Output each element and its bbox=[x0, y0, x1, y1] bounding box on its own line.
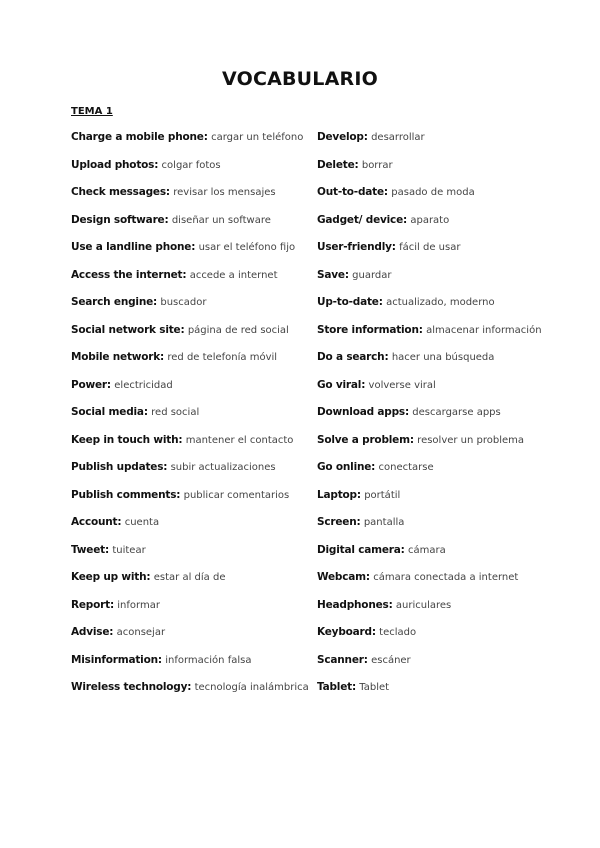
vocab-entry bbox=[317, 624, 587, 652]
vocab-translation: cámara conectada a internet bbox=[373, 572, 519, 583]
vocab-term: Headphones bbox=[317, 598, 389, 611]
vocab-entry bbox=[71, 322, 311, 350]
vocab-separator: : bbox=[409, 433, 414, 446]
vocab-separator: : bbox=[187, 681, 192, 693]
vocab-separator: : bbox=[391, 241, 396, 253]
vocab-term: Tweet bbox=[71, 543, 105, 556]
vocab-separator: : bbox=[104, 543, 109, 556]
vocab-separator: : bbox=[363, 131, 368, 143]
vocab-term: Up-to-date bbox=[317, 296, 379, 308]
vocab-separator: : bbox=[351, 681, 356, 693]
vocab-entry bbox=[71, 377, 311, 405]
vocab-translation: informar bbox=[117, 599, 160, 611]
vocab-entry bbox=[71, 404, 311, 432]
vocab-entry bbox=[317, 184, 587, 212]
vocab-entry bbox=[317, 267, 587, 295]
vocab-separator: : bbox=[178, 433, 183, 446]
vocab-translation: escáner bbox=[371, 654, 411, 666]
vocab-entry bbox=[71, 542, 311, 570]
vocab-translation: Tablet bbox=[359, 682, 390, 693]
vocab-entry bbox=[317, 597, 587, 625]
vocab-translation: red social bbox=[151, 407, 200, 418]
vocab-term: Go online bbox=[317, 461, 372, 473]
vocab-translation: almacenar información bbox=[426, 324, 542, 336]
vocab-term: Publish updates bbox=[71, 461, 164, 473]
vocab-term: Laptop bbox=[317, 488, 357, 501]
vocab-translation: aparato bbox=[410, 214, 450, 226]
vocab-entry bbox=[317, 679, 587, 707]
vocab-entry bbox=[71, 569, 311, 597]
vocab-separator: : bbox=[400, 543, 405, 556]
vocab-translation: conectarse bbox=[378, 462, 434, 473]
vocab-term: Digital camera bbox=[317, 543, 401, 556]
vocab-translation: pantalla bbox=[363, 517, 405, 528]
vocab-term: Gadget/ device bbox=[317, 213, 403, 226]
vocab-entry bbox=[71, 157, 311, 185]
vocab-translation: mantener el contacto bbox=[185, 434, 294, 446]
page-title: VOCABULARIO bbox=[222, 68, 378, 90]
vocab-translation: colgar fotos bbox=[161, 159, 221, 171]
vocab-term: Wireless technology bbox=[71, 681, 188, 693]
vocab-translation: actualizado, moderno bbox=[386, 297, 495, 308]
vocab-term: Advise bbox=[71, 626, 110, 638]
vocab-term: Upload photos bbox=[71, 158, 155, 171]
vocab-translation: aconsejar bbox=[116, 627, 166, 638]
vocab-separator: : bbox=[388, 598, 393, 611]
vocab-term: Design software bbox=[71, 213, 165, 226]
vocab-translation: pasado de moda bbox=[391, 187, 475, 198]
vocab-entry bbox=[71, 432, 311, 460]
vocab-entry bbox=[317, 487, 587, 515]
vocab-entry bbox=[317, 569, 587, 597]
vocab-term: Charge a mobile phone bbox=[71, 131, 204, 143]
vocab-entry bbox=[71, 294, 311, 322]
vocab-entry bbox=[317, 652, 587, 680]
vocab-term: Check messages bbox=[71, 186, 166, 198]
vocab-separator: : bbox=[203, 131, 208, 143]
vocab-term: Store information bbox=[317, 323, 419, 336]
vocab-entry bbox=[317, 404, 587, 432]
vocab-separator: : bbox=[371, 461, 376, 473]
vocab-separator: : bbox=[378, 296, 383, 308]
vocab-separator: : bbox=[383, 186, 388, 198]
vocab-entry bbox=[71, 514, 311, 542]
vocab-entry bbox=[317, 239, 587, 267]
vocab-term: Search engine bbox=[71, 296, 154, 308]
vocab-entry bbox=[71, 624, 311, 652]
vocab-term: Do a search bbox=[317, 351, 385, 363]
vocab-separator: : bbox=[176, 488, 181, 501]
vocab-entry bbox=[71, 184, 311, 212]
vocab-translation: cargar un teléfono bbox=[211, 132, 304, 143]
vocab-term: Webcam bbox=[317, 571, 366, 583]
vocab-separator: : bbox=[163, 461, 168, 473]
vocab-separator: : bbox=[143, 406, 148, 418]
vocab-separator: : bbox=[157, 653, 162, 666]
vocab-translation: cámara bbox=[407, 544, 446, 556]
vocab-separator: : bbox=[404, 406, 409, 418]
vocab-translation: auriculares bbox=[395, 599, 452, 611]
vocab-term: Screen bbox=[317, 516, 357, 528]
vocab-separator: : bbox=[191, 241, 196, 253]
vocab-separator: : bbox=[109, 626, 114, 638]
vocab-entry bbox=[317, 377, 587, 405]
vocab-translation: accede a internet bbox=[189, 269, 278, 281]
vocab-term: Power bbox=[71, 378, 107, 391]
section-heading: TEMA 1 bbox=[71, 106, 113, 117]
vocab-term: Social media bbox=[71, 406, 144, 418]
vocab-entry bbox=[71, 597, 311, 625]
vocab-term: Keyboard bbox=[317, 626, 372, 638]
vocab-separator: : bbox=[384, 351, 389, 363]
vocab-entry bbox=[71, 487, 311, 515]
vocab-separator: : bbox=[356, 516, 361, 528]
vocab-term: User-friendly bbox=[317, 241, 392, 253]
vocab-separator: : bbox=[160, 351, 165, 363]
vocab-translation: fácil de usar bbox=[399, 242, 461, 253]
vocab-translation: borrar bbox=[361, 159, 393, 171]
vocab-entry bbox=[317, 459, 587, 487]
vocab-separator: : bbox=[363, 653, 368, 666]
vocab-term: Account bbox=[71, 516, 118, 528]
vocab-separator: : bbox=[164, 213, 169, 226]
vocab-separator: : bbox=[371, 626, 376, 638]
vocab-translation: información falsa bbox=[165, 654, 252, 666]
vocab-translation: electricidad bbox=[114, 379, 173, 391]
vocab-term: Misinformation bbox=[71, 653, 158, 666]
vocab-term: Scanner bbox=[317, 653, 364, 666]
vocab-column-left bbox=[71, 129, 311, 707]
vocab-term: Download apps bbox=[317, 406, 405, 418]
vocab-term: Keep in touch with bbox=[71, 433, 179, 446]
vocab-entry bbox=[71, 349, 311, 377]
vocab-separator: : bbox=[153, 296, 158, 308]
vocab-separator: : bbox=[403, 213, 407, 226]
vocab-translation: descargarse apps bbox=[412, 407, 501, 418]
vocab-term: Delete bbox=[317, 158, 355, 171]
vocab-term: Use a landline phone bbox=[71, 241, 192, 253]
vocab-translation: revisar los mensajes bbox=[173, 187, 276, 198]
vocab-translation: publicar comentarios bbox=[183, 489, 290, 501]
vocab-entry bbox=[317, 432, 587, 460]
vocab-entry bbox=[317, 212, 587, 240]
vocab-term: Tablet bbox=[317, 681, 352, 693]
vocab-entry bbox=[71, 129, 311, 157]
vocab-translation: guardar bbox=[352, 269, 392, 281]
vocab-translation: usar el teléfono fijo bbox=[198, 242, 296, 253]
vocab-entry bbox=[71, 239, 311, 267]
vocab-translation: subir actualizaciones bbox=[170, 462, 276, 473]
vocab-entry bbox=[71, 652, 311, 680]
vocab-entry bbox=[317, 294, 587, 322]
vocab-entry bbox=[71, 459, 311, 487]
vocab-entry bbox=[71, 212, 311, 240]
vocab-translation: diseñar un software bbox=[171, 214, 271, 226]
vocab-term: Go viral bbox=[317, 378, 362, 391]
vocab-separator: : bbox=[365, 571, 370, 583]
vocab-separator: : bbox=[418, 323, 423, 336]
vocab-translation: tecnología inalámbrica bbox=[194, 682, 309, 693]
vocab-translation: resolver un problema bbox=[417, 434, 525, 446]
vocab-entry bbox=[317, 129, 587, 157]
vocab-separator: : bbox=[344, 268, 349, 281]
vocab-entry bbox=[71, 679, 311, 707]
vocab-translation: buscador bbox=[160, 297, 207, 308]
vocab-translation: hacer una búsqueda bbox=[391, 352, 495, 363]
vocab-entry bbox=[71, 267, 311, 295]
vocab-column-right bbox=[317, 129, 587, 707]
vocab-separator: : bbox=[109, 598, 114, 611]
vocab-term: Social network site bbox=[71, 323, 181, 336]
vocab-translation: tuitear bbox=[112, 544, 146, 556]
vocab-translation: red de telefonía móvil bbox=[167, 352, 278, 363]
vocab-separator: : bbox=[146, 571, 151, 583]
vocab-separator: : bbox=[165, 186, 170, 198]
vocab-entry bbox=[317, 157, 587, 185]
vocab-translation: volverse viral bbox=[368, 379, 436, 391]
vocab-term: Access the internet bbox=[71, 268, 183, 281]
vocab-separator: : bbox=[117, 516, 122, 528]
vocab-term: Out-to-date bbox=[317, 186, 384, 198]
vocab-entry bbox=[317, 514, 587, 542]
vocab-term: Save bbox=[317, 268, 345, 281]
vocab-term: Report bbox=[71, 598, 110, 611]
vocab-separator: : bbox=[361, 378, 366, 391]
vocab-translation: cuenta bbox=[124, 517, 160, 528]
vocab-term: Solve a problem bbox=[317, 433, 410, 446]
vocab-term: Mobile network bbox=[71, 351, 161, 363]
vocab-separator: : bbox=[182, 268, 187, 281]
vocab-entry bbox=[317, 542, 587, 570]
vocab-term: Keep up with bbox=[71, 571, 147, 583]
vocab-separator: : bbox=[106, 378, 111, 391]
vocab-entry bbox=[317, 322, 587, 350]
vocab-translation: portátil bbox=[364, 489, 401, 501]
vocab-separator: : bbox=[154, 158, 159, 171]
vocab-translation: página de red social bbox=[187, 324, 289, 336]
vocab-translation: teclado bbox=[379, 627, 417, 638]
vocab-separator: : bbox=[354, 158, 359, 171]
vocab-entry bbox=[317, 349, 587, 377]
vocab-term: Publish comments bbox=[71, 488, 177, 501]
vocab-separator: : bbox=[180, 323, 185, 336]
vocab-separator: : bbox=[356, 488, 361, 501]
vocab-translation: desarrollar bbox=[371, 132, 425, 143]
vocab-term: Develop bbox=[317, 131, 364, 143]
vocab-translation: estar al día de bbox=[153, 572, 226, 583]
